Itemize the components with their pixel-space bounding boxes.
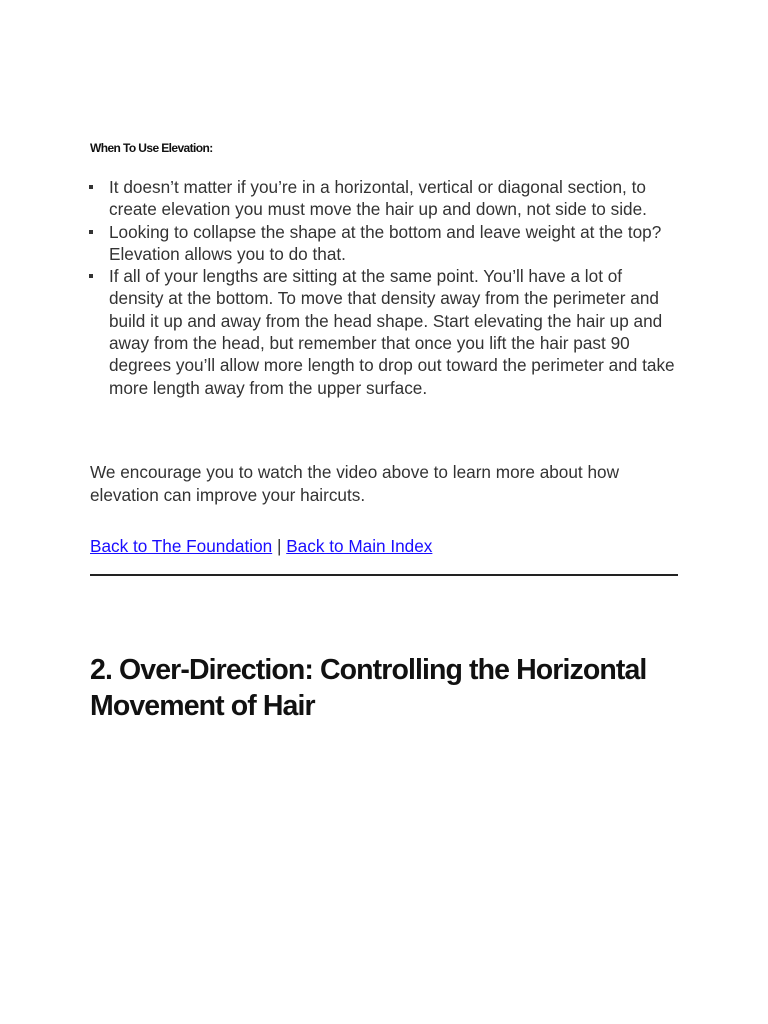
list-item-text: It doesn’t matter if you’re in a horizontal, vertical or diagonal section, to create elevation you must move the hair up and down, not side to side. (109, 177, 647, 220)
back-to-main-index-link[interactable]: Back to Main Index (286, 536, 433, 556)
subheading-when-to-use-elevation: When To Use Elevation: (90, 141, 213, 155)
horizontal-divider (90, 574, 678, 576)
elevation-tips-list (90, 176, 680, 399)
list-item-text: If all of your lengths are sitting at the same point. You’ll have a lot of density at the bottom. To move that density away from the perimeter and build it up and away from the head shape. Start elevating the hair up and away from the head, but remember that once you lift the hair past 90 degrees you’ll allow more length to drop out toward the perimeter and take more length away from the upper surface. (109, 266, 675, 398)
square-bullet-icon (89, 230, 93, 234)
section-title: 2. Over-Direction: Controlling the Horizontal Movement of Hair (90, 654, 647, 722)
link-separator: | (276, 536, 282, 556)
square-bullet-icon (89, 274, 93, 278)
encourage-paragraph: We encourage you to watch the video above to learn more about how elevation can improve your haircuts. (90, 462, 620, 505)
navigation-links (90, 535, 432, 558)
list-item (90, 221, 680, 266)
back-to-foundation-link[interactable]: Back to The Foundation (90, 536, 273, 556)
square-bullet-icon (89, 185, 93, 189)
list-item (90, 176, 680, 221)
list-item (90, 265, 680, 399)
list-item-text: Looking to collapse the shape at the bottom and leave weight at the top? Elevation allows you to do that. (109, 221, 662, 264)
